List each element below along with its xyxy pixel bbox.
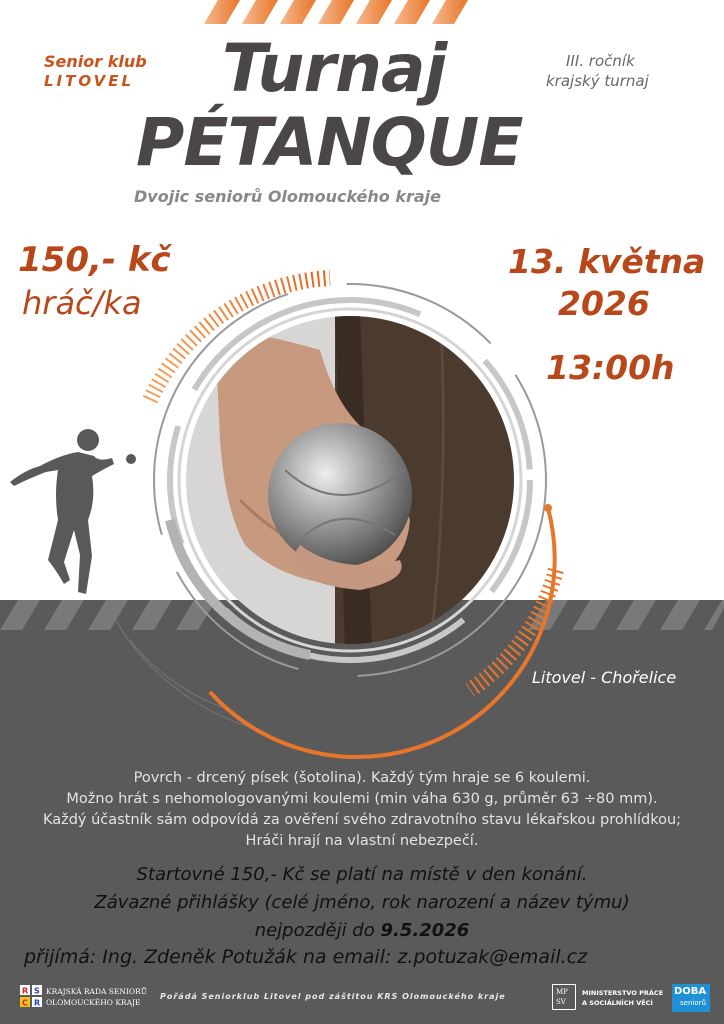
player-silhouette-icon <box>10 429 114 594</box>
krs-letter: S <box>34 986 40 996</box>
registration-deadline <box>0 920 724 941</box>
registration-fee: Startovné 150,- Kč se platí na místě v den konání. <box>136 864 588 885</box>
mpsv-logo-bottom: SV <box>556 998 566 1006</box>
krs-letter: R <box>34 998 41 1007</box>
footer-note: Pořádá Seniorklub Litovel pod záštitou KRS Olomouckého kraje <box>160 992 506 1001</box>
title-line-2: PÉTANQUE <box>136 104 523 181</box>
krs-letter: R <box>22 986 29 996</box>
ministry-name-line1: MINISTERSTVO PRÁCE <box>582 989 664 997</box>
event-date-day: 13. května <box>508 242 706 281</box>
edition-type: krajský turnaj <box>546 72 649 90</box>
doba-logo-subtitle: seniorů <box>680 999 706 1007</box>
event-date-year: 2026 <box>558 284 650 323</box>
edition-number: III. ročník <box>566 52 635 70</box>
krs-name-line1: KRAJSKÁ RADA SENIORŮ <box>46 987 148 996</box>
subtitle: Dvojic seniorů Olomouckého kraje <box>134 187 441 206</box>
price-unit: hráč/ka <box>22 284 142 322</box>
krs-letter: C <box>22 998 28 1007</box>
info-line: Možno hrát s nehomologovanými koulemi (min váha 630 g, průměr 63 ÷80 mm). <box>66 791 658 807</box>
doba-logo-title: DOBA <box>674 986 707 997</box>
info-line: Každý účastník sám odpovídá za ověření svého zdravotního stavu lékařskou prohlídkou; <box>42 812 682 828</box>
info-line: Hráči hrají na vlastní nebezpečí. <box>245 833 479 849</box>
mpsv-logo-top: MP <box>556 988 568 996</box>
deadline-prefix: nejpozději do <box>254 920 381 941</box>
ministry-name-line2: A SOCIÁLNÍCH VĚCÍ <box>582 999 653 1007</box>
registration-requirements: Závazné přihlášky (celé jméno, rok narození a název týmu) <box>94 892 630 913</box>
event-time: 13:00h <box>546 348 675 387</box>
organizer-town: LITOVEL <box>44 72 135 90</box>
krs-name-line2: OLOMOUCKÉHO KRAJE <box>46 998 141 1007</box>
deadline-date: 9.5.2026 <box>380 920 470 941</box>
registration-contact: přijímá: Ing. Zdeněk Potužák na email: z.potuzak@email.cz <box>24 946 588 968</box>
boule-ball-icon <box>126 454 136 464</box>
price-amount: 150,- kč <box>18 240 171 280</box>
krs-logo <box>20 985 42 1007</box>
title-line-1: Turnaj <box>222 30 447 107</box>
organizer-name: Senior klub <box>44 52 147 71</box>
info-line: Povrch - drcený písek (šotolina). Každý tým hraje se 6 koulemi. <box>133 770 591 786</box>
event-location: Litovel - Chořelice <box>532 668 677 687</box>
